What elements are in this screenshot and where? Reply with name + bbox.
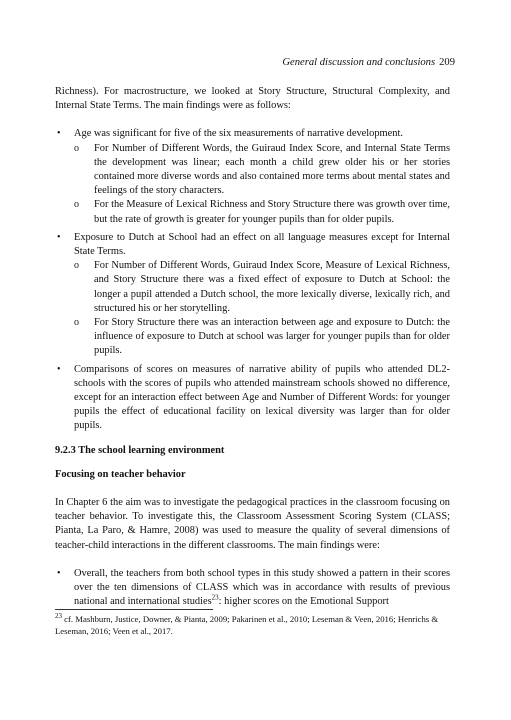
finding-text: Overall, the teachers from both school types in this study showed a pattern in their scores over the ten dimensions of CLASS which was in accordance with results of previous national and international studies <box>74 567 450 608</box>
footnote-reference[interactable]: 23 <box>211 593 219 602</box>
finding-subitem: o For Number of Different Words, the Guiraud Index Score, and Internal State Terms the development was linear; each month a child grew older his or her stories contained more diverse words and also contained more terms about mental states and feelings of the story characters. <box>74 142 450 199</box>
class-findings-list <box>55 567 450 610</box>
subsection-heading: Focusing on teacher behavior <box>55 468 186 480</box>
section-heading: 9.2.3 The school learning environment <box>55 444 225 456</box>
finding-text: Age was significant for five of the six measurements of narrative development. <box>74 128 403 140</box>
spacer <box>55 482 450 496</box>
footnote-text: cf. Mashburn, Justice, Downer, & Pianta, 2009; Pakarinen et al., 2010; Leseman & Veen, 2016; Henrichs & Leseman, 2016; Veen et al., 2017. <box>55 614 439 636</box>
findings-list <box>55 127 450 433</box>
finding-subitem: o For the Measure of Lexical Richness and Story Structure there was growth over time, but the rate of growth is greater for younger pupils than for older pupils. <box>74 198 450 226</box>
finding-subitem: o For Number of Different Words, Guiraud Index Score, Measure of Lexical Richness, and Story Structure there was a fixed effect of exposure to Dutch at School: the longer a pupil attended a Dutch school, the more lexically diverse, lexically rich, and structured his or her storytelling. <box>74 259 450 316</box>
finding-text-continued: : higher scores on the Emotional Support <box>218 596 389 608</box>
finding-item <box>55 363 450 434</box>
running-header <box>282 56 455 70</box>
running-title: General discussion and conclusions <box>282 57 436 68</box>
finding-sublist <box>74 259 450 358</box>
body-text <box>55 85 450 614</box>
intro-paragraph: Richness). For macrostructure, we looked at Story Structure, Structural Complexity, and Internal State Terms. The main findings were as follows: <box>55 86 450 112</box>
chapter6-paragraph: In Chapter 6 the aim was to investigate the pedagogical practices in the classroom focusing on teacher behavior. To investigate this, the Classroom Assessment Scoring System (CLASS; Pianta, La Paro, & Hamre, 2008) was used to measure the quality of several dimensions of teacher-child interactions in the different classrooms. The main findings were: <box>55 497 450 551</box>
finding-item <box>55 127 450 226</box>
footnote-marker: 23 <box>55 612 62 621</box>
spacer <box>55 553 450 567</box>
page-number: 209 <box>439 57 455 68</box>
footnote-divider <box>55 609 213 610</box>
finding-item <box>55 231 450 359</box>
finding-subitem: o For Story Structure there was an interaction between age and exposure to Dutch: the influence of exposure to Dutch at school was larger for younger pupils than for older pupils. <box>74 316 450 359</box>
finding-text: Comparisons of scores on measures of narrative ability of pupils who attended DL2-schools with the scores of pupils who attended mainstream schools showed no difference, except for an interaction effect between Age and Number of Different Words: for younger pupils the effect of educational facility on lexical diversity was larger than for older pupils. <box>74 363 450 432</box>
finding-item <box>55 567 450 610</box>
spacer <box>55 113 450 127</box>
footnote <box>55 614 450 637</box>
finding-sublist <box>74 142 450 227</box>
finding-text: Exposure to Dutch at School had an effect on all language measures except for Internal State Terms. <box>74 231 450 258</box>
